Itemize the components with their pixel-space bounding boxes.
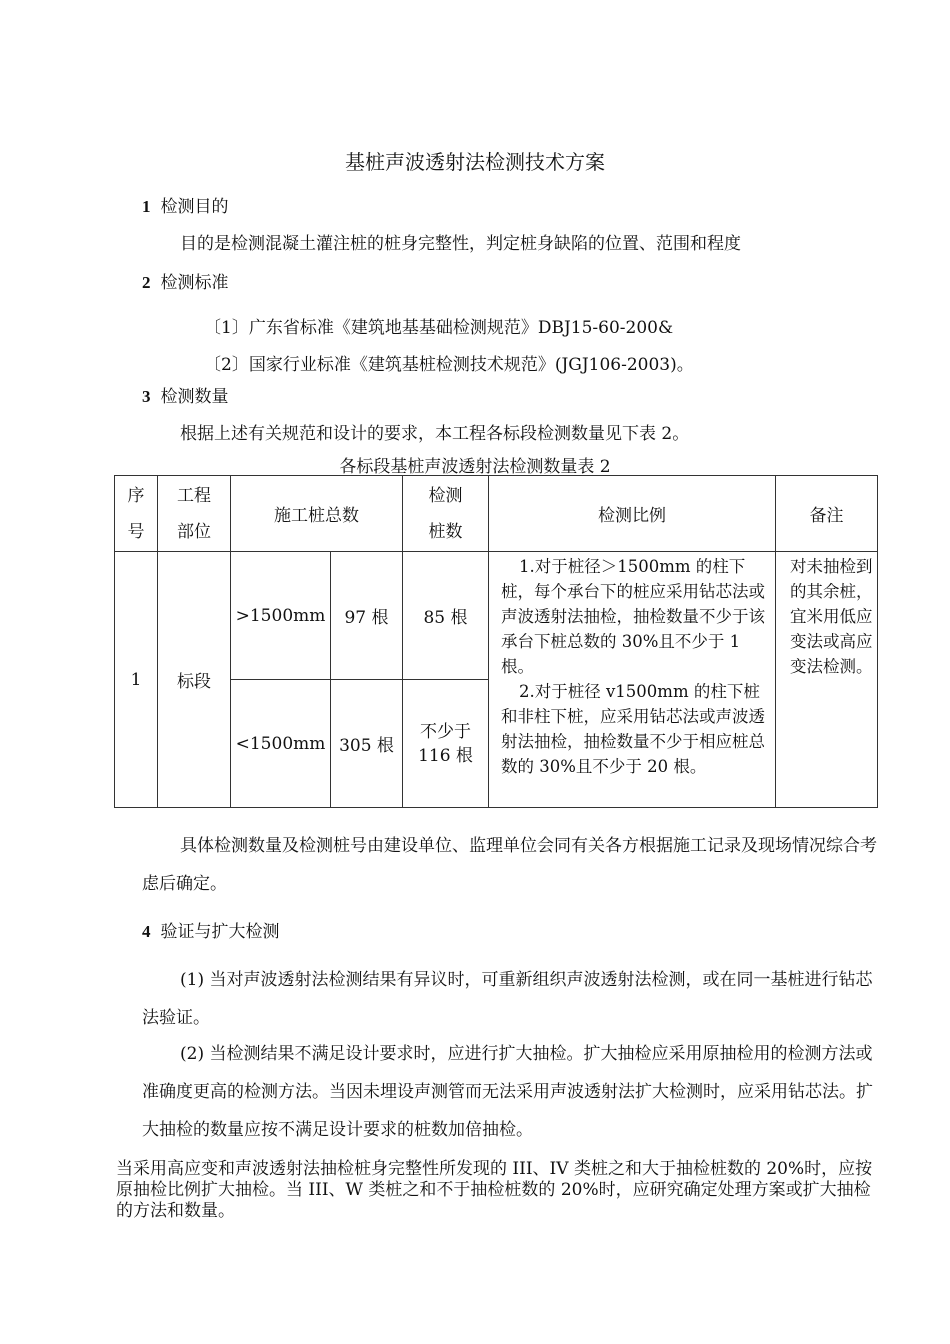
section-title: 验证与扩大检测 bbox=[160, 922, 280, 942]
table-header-row bbox=[115, 476, 878, 552]
cell-note: 对未抽检到的其余桩，宜米用低应变法或高应变法检测。 bbox=[776, 552, 878, 808]
ratio-item-1: 1.对于桩径＞1500mm 的柱下桩，每个承台下的桩应采用钻芯法或声波透射法抽检，抽检数量不少于该承台下桩总数的 30%且不少于 1 根。 bbox=[501, 557, 765, 676]
section-number: 4 bbox=[142, 922, 151, 941]
cell-total: 97 根 bbox=[331, 552, 403, 680]
section-3-heading bbox=[142, 382, 229, 407]
section-1-heading bbox=[142, 192, 229, 217]
header-part: 工程 部位 bbox=[158, 476, 231, 552]
inspection-quantity-table bbox=[114, 475, 878, 808]
cell-ratio bbox=[489, 552, 776, 808]
section-number: 2 bbox=[142, 273, 151, 292]
table-row bbox=[115, 552, 878, 680]
section-4-para-2: (2) 当检测结果不满足设计要求时，应进行扩大抽检。扩大抽检应采用原抽检用的检测方法或准确度更高的检测方法。当因未埋设声测管而无法采用声波透射法扩大检测时，应采用钻芯法。扩大抽检的数量应按不满足设计要求的桩数加倍抽检。 bbox=[142, 1044, 873, 1140]
section-2-heading bbox=[142, 268, 229, 293]
cell-count: 85 根 bbox=[403, 552, 489, 680]
section-title: 检测目的 bbox=[160, 197, 229, 217]
table-caption: 各标段基桩声波透射法检测数量表 2 bbox=[339, 457, 611, 477]
cell-part: 标段 bbox=[158, 552, 231, 808]
header-test-count: 检测 桩数 bbox=[403, 476, 489, 552]
after-table-paragraph: 具体检测数量及检测桩号由建设单位、监理单位会同有关各方根据施工记录及现场情况综合考虑后确定。 bbox=[142, 836, 877, 894]
section-title: 检测数量 bbox=[160, 387, 229, 407]
cell-count: 不少于 116 根 bbox=[403, 680, 489, 808]
standard-item-1: 〔1〕广东省标准《建筑地基基础检测规范》DBJ15-60-200& bbox=[204, 318, 674, 338]
header-ratio: 检测比例 bbox=[489, 476, 776, 552]
section-3-body: 根据上述有关规范和设计的要求，本工程各标段检测数量见下表 2。 bbox=[180, 424, 690, 444]
final-paragraph: 当采用高应变和声波透射法抽检桩身完整性所发现的 III、IV 类桩之和大于抽检桩数的 20%时，应按原抽检比例扩大抽检。当 III、W 类桩之和不于抽检桩数的 20%时，应研究确定处理方案或扩大抽检的方法和数量。 bbox=[116, 1159, 873, 1221]
cell-diameter: <1500mm bbox=[231, 680, 331, 808]
section-4-heading bbox=[142, 917, 280, 942]
header-total-piles: 施工桩总数 bbox=[231, 476, 403, 552]
section-1-body: 目的是检测混凝土灌注桩的桩身完整性，判定桩身缺陷的位置、范围和程度 bbox=[180, 234, 741, 254]
header-seq: 序 号 bbox=[115, 476, 158, 552]
section-title: 检测标准 bbox=[160, 273, 229, 293]
section-4-para-1: (1) 当对声波透射法检测结果有异议时，可重新组织声波透射法检测，或在同一基桩进行钻芯法验证。 bbox=[142, 970, 873, 1028]
section-number: 3 bbox=[142, 387, 151, 406]
cell-total: 305 根 bbox=[331, 680, 403, 808]
cell-seq: 1 bbox=[115, 552, 158, 808]
ratio-item-2: 2.对于桩径 v1500mm 的柱下桩和非柱下桩，应采用钻芯法或声波透射法抽检，抽检数量不少于相应桩总数的 30%且不少于 20 根。 bbox=[501, 682, 765, 776]
page-title: 基桩声波透射法检测技术方案 bbox=[345, 150, 605, 174]
standard-item-2: 〔2〕国家行业标准《建筑基桩检测技术规范》(JGJ106-2003)。 bbox=[204, 355, 694, 375]
header-note: 备注 bbox=[776, 476, 878, 552]
section-number: 1 bbox=[142, 197, 151, 216]
cell-diameter: >1500mm bbox=[231, 552, 331, 680]
